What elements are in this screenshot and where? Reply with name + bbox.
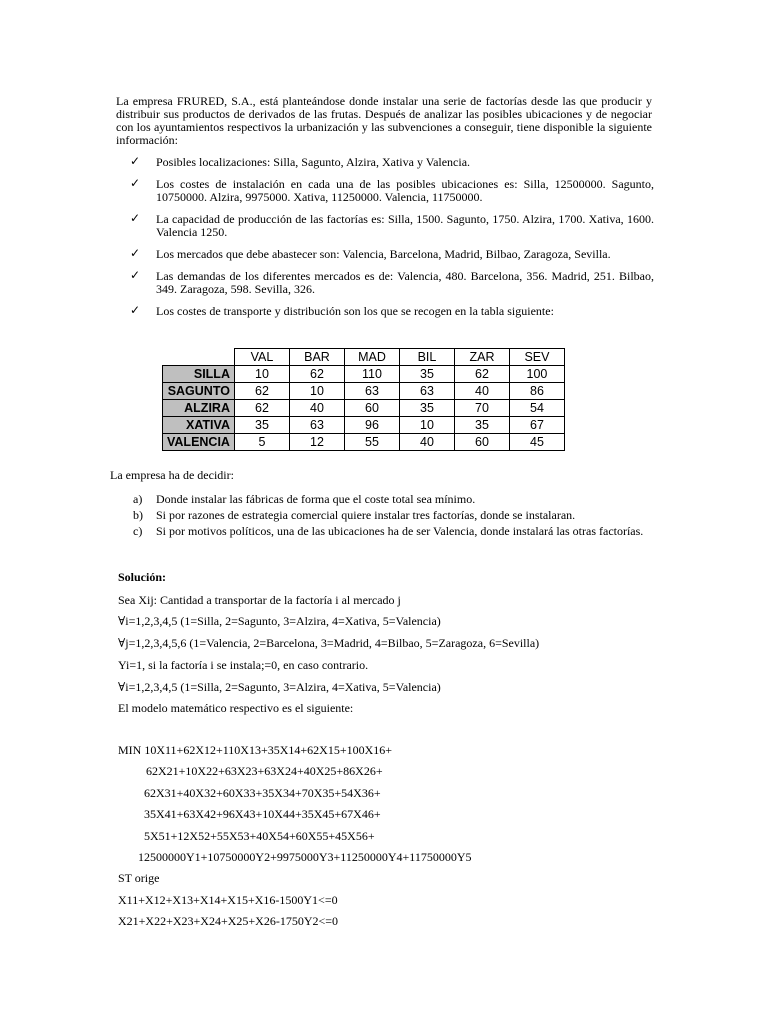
table-cell: 60: [344, 400, 399, 417]
option-text: Si por razones de estrategia comercial quiere instalar tres factorías, donde se instalaran.: [156, 508, 576, 522]
objective-line: 5X51+12X52+55X53+40X54+60X55+45X56+: [144, 829, 375, 843]
table-cell: 10: [399, 417, 454, 434]
objective-line: MIN 10X11+62X12+110X13+35X14+62X15+100X16+: [118, 743, 393, 757]
option-letter: b): [133, 508, 143, 522]
row-header: SILLA: [163, 366, 235, 383]
table-cell: 60: [454, 434, 509, 451]
table-cell: 5: [234, 434, 289, 451]
solution-line: El modelo matemático respectivo es el siguiente:: [118, 701, 354, 715]
column-header: BAR: [289, 349, 344, 366]
bullet-item: [130, 178, 654, 204]
table-cell: 62: [234, 400, 289, 417]
table-corner-cell: [163, 349, 235, 366]
option-letter: c): [133, 524, 143, 538]
decide-heading: La empresa ha de decidir:: [110, 468, 234, 482]
column-header: MAD: [344, 349, 399, 366]
objective-line: 62X31+40X32+60X33+35X34+70X35+54X36+: [144, 786, 381, 800]
solution-title: Solución:: [118, 570, 167, 584]
table-cell: 10: [234, 366, 289, 383]
option-text: Donde instalar las fábricas de forma que el coste total sea mínimo.: [156, 492, 476, 506]
bullet-text: Las demandas de los diferentes mercados es de: Valencia, 480. Barcelona, 356. Madrid, 251. Bilbao, 349. Zaragoza, 598. Sevilla, 326.: [156, 269, 654, 296]
table-cell: 55: [344, 434, 399, 451]
bullet-text: Los mercados que debe abastecer son: Valencia, Barcelona, Madrid, Bilbao, Zaragoza, Sevilla.: [156, 247, 611, 261]
bullet-item: [130, 305, 654, 318]
option-item: [133, 509, 652, 522]
solution-line: ∀j=1,2,3,4,5,6 (1=Valencia, 2=Barcelona, 3=Madrid, 4=Bilbao, 5=Zaragoza, 6=Sevilla): [118, 636, 540, 650]
solution-line: Sea Xij: Cantidad a transportar de la factoría i al mercado j: [118, 593, 401, 607]
table-cell: 63: [399, 383, 454, 400]
table-cell: 54: [509, 400, 564, 417]
row-header: VALENCIA: [163, 434, 235, 451]
column-header: ZAR: [454, 349, 509, 366]
table-row: [163, 434, 565, 451]
constraint-heading: ST orige: [118, 871, 160, 885]
table-cell: 62: [234, 383, 289, 400]
info-bullet-list: [130, 156, 654, 327]
option-item: [133, 525, 652, 538]
check-icon: ✓: [130, 154, 141, 168]
table-cell: 62: [289, 366, 344, 383]
table-cell: 62: [454, 366, 509, 383]
table-cell: 70: [454, 400, 509, 417]
table-row: [163, 417, 565, 434]
table-header-row: [163, 349, 565, 366]
table-cell: 35: [234, 417, 289, 434]
table-cell: 12: [289, 434, 344, 451]
solution-line: Yi=1, si la factoría i se instala;=0, en caso contrario.: [118, 658, 369, 672]
table-cell: 63: [344, 383, 399, 400]
intro-paragraph: La empresa FRURED, S.A., está planteándose donde instalar una serie de factorías desde las que producir y distribuir sus productos de derivados de las frutas. Después de analizar las posibles ubicaciones y de negociar con los ayuntamientos respectivos la urbanización y las subvenciones a conseguir, tiene disponible la siguiente información:: [116, 94, 652, 147]
option-item: [133, 493, 652, 506]
transport-cost-table: [162, 348, 565, 451]
bullet-text: La capacidad de producción de las factorías es: Silla, 1500. Sagunto, 1750. Alzira, 1700. Xativa, 1600. Valencia 1250.: [156, 212, 654, 239]
table-cell: 67: [509, 417, 564, 434]
solution-line: ∀i=1,2,3,4,5 (1=Silla, 2=Sagunto, 3=Alzira, 4=Xativa, 5=Valencia): [118, 680, 441, 694]
check-icon: ✓: [130, 211, 141, 225]
table-cell: 35: [399, 366, 454, 383]
table-cell: 45: [509, 434, 564, 451]
table-cell: 63: [289, 417, 344, 434]
column-header: SEV: [509, 349, 564, 366]
option-text: Si por motivos políticos, una de las ubicaciones ha de ser Valencia, donde instalará las otras factorías.: [156, 524, 644, 538]
table-cell: 96: [344, 417, 399, 434]
bullet-item: [130, 213, 654, 239]
check-icon: ✓: [130, 246, 141, 260]
table-cell: 40: [399, 434, 454, 451]
table-row: [163, 366, 565, 383]
objective-line: 35X41+63X42+96X43+10X44+35X45+67X46+: [144, 807, 381, 821]
bullet-item: [130, 270, 654, 296]
bullet-item: [130, 156, 654, 169]
table-cell: 35: [454, 417, 509, 434]
objective-line: 12500000Y1+10750000Y2+9975000Y3+11250000Y4+11750000Y5: [138, 850, 472, 864]
table-cell: 10: [289, 383, 344, 400]
objective-line: 62X21+10X22+63X23+63X24+40X25+86X26+: [146, 764, 383, 778]
table-cell: 100: [509, 366, 564, 383]
table-row: [163, 383, 565, 400]
option-letter: a): [133, 492, 143, 506]
bullet-item: [130, 248, 654, 261]
row-header: ALZIRA: [163, 400, 235, 417]
table-cell: 35: [399, 400, 454, 417]
row-header: SAGUNTO: [163, 383, 235, 400]
table-cell: 110: [344, 366, 399, 383]
solution-line: ∀i=1,2,3,4,5 (1=Silla, 2=Sagunto, 3=Alzira, 4=Xativa, 5=Valencia): [118, 614, 441, 628]
table-cell: 40: [289, 400, 344, 417]
table-row: [163, 400, 565, 417]
column-header: VAL: [234, 349, 289, 366]
bullet-text: Los costes de instalación en cada una de las posibles ubicaciones es: Silla, 12500000. Sagunto, 10750000. Alzira, 9975000. Xativa, 11250000. Valencia, 11750000.: [156, 177, 654, 204]
bullet-text: Los costes de transporte y distribución son los que se recogen en la tabla siguiente:: [156, 304, 554, 318]
check-icon: ✓: [130, 176, 141, 190]
constraint-line: X11+X12+X13+X14+X15+X16-1500Y1<=0: [118, 893, 338, 907]
bullet-text: Posibles localizaciones: Silla, Sagunto, Alzira, Xativa y Valencia.: [156, 155, 471, 169]
constraint-line: X21+X22+X23+X24+X25+X26-1750Y2<=0: [118, 914, 339, 928]
check-icon: ✓: [130, 268, 141, 282]
options-list: [133, 493, 652, 541]
check-icon: ✓: [130, 303, 141, 317]
column-header: BIL: [399, 349, 454, 366]
row-header: XATIVA: [163, 417, 235, 434]
table-cell: 86: [509, 383, 564, 400]
table-cell: 40: [454, 383, 509, 400]
